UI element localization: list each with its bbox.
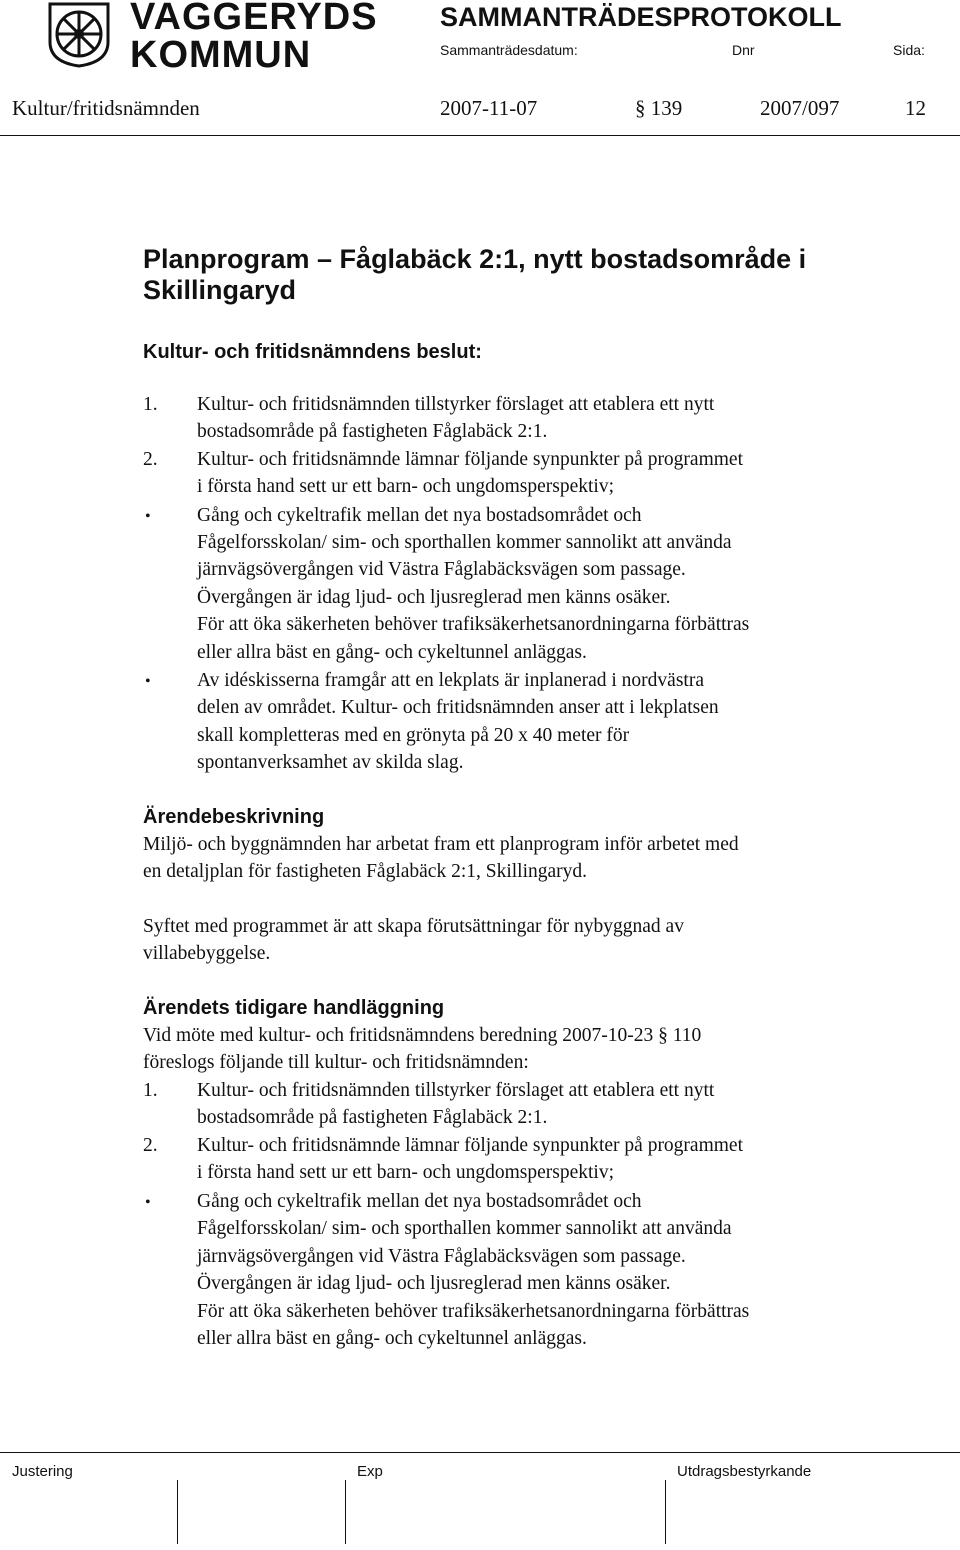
committee-name: Kultur/fritidsnämnden	[12, 96, 200, 120]
org-name-line2: KOMMUN	[130, 34, 312, 76]
decision-bullet1-text: För att öka säkerheten behöver trafiksäkerhetsanordningarna förbättras	[197, 614, 750, 635]
decision-item2-text: Kultur- och fritidsnämnde lämnar följande synpunkter på programmet	[197, 449, 743, 470]
description-heading: Ärendebeskrivning	[143, 806, 325, 828]
header-divider	[0, 135, 960, 136]
history-bullet-text: För att öka säkerheten behöver trafiksäkerhetsanordningarna förbättras	[197, 1301, 750, 1322]
footer-extract-label: Utdragsbestyrkande	[677, 1463, 812, 1480]
history-bullet-text: Gång och cykeltrafik mellan det nya bostadsområdet och	[197, 1191, 642, 1212]
description-paragraph: en detaljplan för fastigheten Fåglabäck 2:1, Skillingaryd.	[143, 861, 588, 882]
meeting-date-label: Sammanträdesdatum:	[440, 42, 578, 58]
description-paragraph: Syftet med programmet är att skapa förutsättningar för nybyggnad av	[143, 916, 684, 937]
history-bullet-text: Övergången är idag ljud- och ljusreglerad men känns osäker.	[197, 1273, 671, 1294]
bullet-icon: •	[145, 1194, 151, 1211]
footer-divider	[0, 1452, 960, 1453]
history-item1-text: Kultur- och fritidsnämnden tillstyrker förslaget att etablera ett nytt	[197, 1080, 715, 1101]
meeting-date: 2007-11-07	[440, 96, 538, 120]
decision-item1-text: bostadsområde på fastigheten Fåglabäck 2:1.	[197, 421, 548, 442]
decision-bullet2-text: skall kompletteras med en grönyta på 20 x 40 meter för	[197, 725, 630, 746]
history-intro: Vid möte med kultur- och fritidsnämndens beredning 2007-10-23 § 110	[143, 1025, 702, 1046]
footer-exp-label: Exp	[357, 1463, 383, 1480]
section-number: § 139	[635, 96, 683, 120]
history-item1-number: 1.	[143, 1080, 158, 1101]
decision-bullet1-text: eller allra bäst en gång- och cykeltunnel anläggas.	[197, 642, 587, 663]
page-title-line2: Skillingaryd	[143, 275, 297, 305]
page-title: Planprogram – Fåglabäck 2:1, nytt bostadsområde i	[143, 244, 807, 274]
decision-bullet2-text: Av idéskisserna framgår att en lekplats är inplanerad i nordvästra	[197, 670, 704, 691]
decision-heading: Kultur- och fritidsnämndens beslut:	[143, 341, 482, 363]
history-bullet-text: eller allra bäst en gång- och cykeltunnel anläggas.	[197, 1328, 587, 1349]
decision-bullet1-text: Gång och cykeltrafik mellan det nya bostadsområdet och	[197, 505, 642, 526]
decision-bullet1-text: järnvägsövergången vid Västra Fåglabäcksvägen som passage.	[197, 559, 686, 580]
document-title: SAMMANTRÄDESPROTOKOLL	[440, 2, 842, 32]
description-paragraph: villabebyggelse.	[143, 943, 271, 964]
history-bullet-text: järnvägsövergången vid Västra Fåglabäcksvägen som passage.	[197, 1246, 686, 1267]
footer-signature-divider	[665, 1480, 666, 1544]
footer-justering-label: Justering	[12, 1463, 73, 1480]
decision-bullet2-text: spontanverksamhet av skilda slag.	[197, 752, 464, 773]
wheel-emblem-icon	[46, 2, 112, 68]
org-name-line1: VAGGERYDS	[130, 0, 378, 38]
history-intro: föreslogs följande till kultur- och fritidsnämnden:	[143, 1052, 529, 1073]
history-item1-text: bostadsområde på fastigheten Fåglabäck 2:1.	[197, 1107, 548, 1128]
decision-item1-text: Kultur- och fritidsnämnden tillstyrker förslaget att etablera ett nytt	[197, 394, 715, 415]
page-label: Sida:	[893, 42, 925, 58]
history-item2-text: i första hand sett ur ett barn- och ungdomsperspektiv;	[197, 1162, 614, 1183]
dnr-label: Dnr	[732, 42, 755, 58]
history-bullet-text: Fågelforsskolan/ sim- och sporthallen kommer sannolikt att använda	[197, 1218, 732, 1239]
bullet-icon: •	[145, 508, 151, 525]
decision-bullet2-text: delen av området. Kultur- och fritidsnämnden anser att i lekplatsen	[197, 697, 719, 718]
footer-signature-divider	[177, 1480, 178, 1544]
decision-bullet1-text: Fågelforsskolan/ sim- och sporthallen kommer sannolikt att använda	[197, 532, 732, 553]
bullet-icon: •	[145, 673, 151, 690]
page-number: 12	[905, 96, 926, 120]
history-item2-text: Kultur- och fritidsnämnde lämnar följande synpunkter på programmet	[197, 1135, 743, 1156]
history-heading: Ärendets tidigare handläggning	[143, 997, 445, 1019]
footer-signature-divider	[345, 1480, 346, 1544]
history-item2-number: 2.	[143, 1135, 158, 1156]
description-paragraph: Miljö- och byggnämnden har arbetat fram ett planprogram inför arbetet med	[143, 834, 739, 855]
decision-item2-number: 2.	[143, 449, 158, 470]
decision-bullet1-text: Övergången är idag ljud- och ljusreglerad men känns osäker.	[197, 587, 671, 608]
decision-item1-number: 1.	[143, 394, 158, 415]
decision-item2-text: i första hand sett ur ett barn- och ungdomsperspektiv;	[197, 476, 614, 497]
dnr-value: 2007/097	[760, 96, 840, 120]
